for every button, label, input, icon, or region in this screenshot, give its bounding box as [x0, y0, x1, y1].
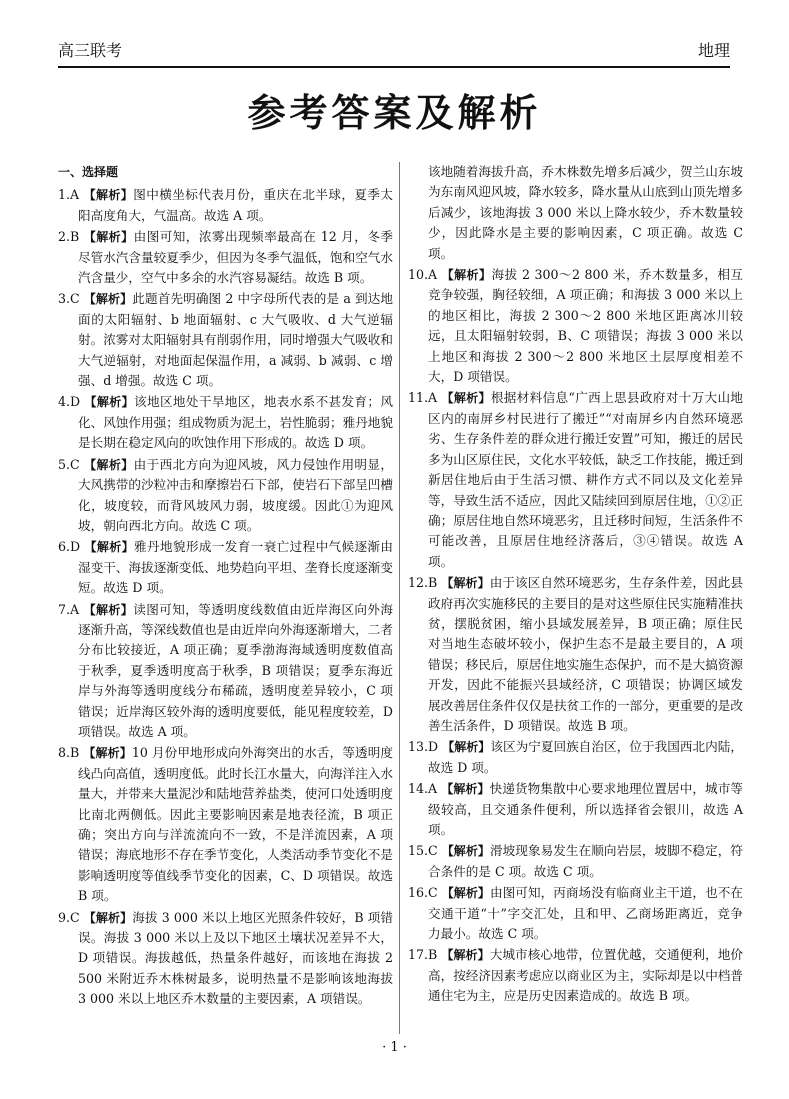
analysis-text: 根据材料信息“广西上思县政府对十万大山地区内的南屏乡村民进行了搬迁”“对南屏乡内自然环境恶劣、生存条件差的群众进行搬迁安置”可知，搬迁的居民多为山区原住民，文化水平较低，缺乏工作技能，搬迁到新居住地后由于生活习惯、耕作方式不同以及文化差异等，导致生活不适应，因此又陆续回到原居住地，①②正确；原居住地自然环境恶劣，且迁移时间短，生活条件不可能改善，且原居住地经济落后，③④错误。故选 A 项。 — [428, 390, 743, 569]
analysis-tag: 【解析】 — [83, 602, 134, 617]
item-number: 6. — [58, 539, 71, 555]
item-answer: B — [70, 229, 80, 245]
item-number: 3. — [58, 291, 71, 307]
item-number: 11. — [408, 390, 429, 406]
answer-item — [58, 743, 393, 906]
analysis-tag: 【解析】 — [442, 740, 491, 755]
item-answer: A — [428, 267, 438, 283]
analysis-tag: 【解析】 — [84, 540, 135, 555]
answer-item — [58, 289, 393, 391]
analysis-tag: 【解析】 — [84, 457, 134, 472]
analysis-text: 读图可知，等透明度线数值由近岸海区向外海逐渐升高，等深线数值也是由近岸向外海逐渐增大，二者分布比较接近，A 项正确；夏季渤海海域透明度数值高于秋季，夏季透明度高于秋季，B 项错误；夏季东海近岸与外海等透明度线分布稀疏，透明度差异较小，C 项错误；近岸海区较外海的透明度要低，能见程度较差，D 项错误。故选 A 项。 — [78, 601, 393, 739]
page-header — [58, 40, 730, 62]
analysis-text: 由于该区自然环境恶劣，生存条件差，因此县政府再次实施移民的主要目的是对这些原住民实施精准扶贫，摆脱贫困，缩小县域发展差异，B 项正确；原住民对当地生态破坏较小，保护生态不是最主要目的，A 项错误；移民后，原居住地实施生态保护，而不是大搞资源开发，因此不能振兴县域经济，C 项错误；协调区域发展改善居住条件仅仅是扶贫工作的一部分，更重要的是改善生活条件，D 项错误。故选 B 项。 — [428, 575, 743, 733]
answer-item — [58, 908, 393, 1010]
answer-item — [408, 779, 743, 840]
analysis-tag: 【解析】 — [441, 844, 490, 859]
analysis-tag: 【解析】 — [441, 886, 490, 901]
item-number: 15. — [408, 843, 429, 859]
item-number: 16. — [408, 885, 429, 901]
answer-item — [408, 388, 743, 572]
answer-item — [58, 185, 393, 226]
analysis-text: 10 月份甲地形成向外海突出的水舌，等透明度线凸向高值，透明度低。此时长江水量大，向海洋注入水量大，并带来大量泥沙和陆地营养盐类，使河口处透明度比南北两侧低。因此主要影响因素是地表径流，B 项正确；突出方向与洋流流向不一致，不是洋流因素，A 项错误；海底地形不存在季节变化，人类活动季节变化不是影响透明度等值线季节变化的因素，C、D 项错误。故选 B 项。 — [78, 745, 393, 904]
item-number: 5. — [58, 456, 71, 472]
item-number: 7. — [58, 601, 71, 617]
analysis-tag: 【解析】 — [441, 782, 490, 797]
answer-item — [408, 883, 743, 944]
item-answer: C — [428, 885, 438, 901]
analysis-tag: 【解析】 — [441, 576, 490, 591]
item-number: 17. — [408, 947, 429, 963]
analysis-tag: 【解析】 — [83, 230, 134, 245]
answer-item — [408, 265, 743, 387]
answer-item — [58, 600, 393, 743]
item-answer: C — [70, 456, 80, 472]
analysis-text: 海拔 2 300～2 800 米，乔木数量多，相互竞争较强，胸径较细，A 项正确；和海拔 3 000 米以上的地区相比，海拔 2 300～2 800 米地区距离冰川较远，且太阳辐射较弱，B、C 项错误；海拔 3 000 米以上地区和海拔 2 300～2 800 米地区土层厚度相差不大，D 项错误。 — [428, 267, 743, 385]
analysis-text: 由于西北方向为迎风坡，风力侵蚀作用明显，大风携带的沙粒冲击和摩擦岩石下部，使岩石下部呈凹槽化，坡度较，而背风坡风力弱，坡度缓。因此①为迎风坡，朝向西北方向。故选 C 项。 — [78, 456, 393, 533]
analysis-tag: 【解析】 — [83, 910, 133, 925]
analysis-tag: 【解析】 — [441, 391, 491, 406]
analysis-tag: 【解析】 — [441, 268, 492, 283]
item-9-continuation: 该地随着海拔升高，乔木株数先增多后减少，贺兰山东坡为东南风迎风坡，降水较多，降水量从山底到山顶先增多后减少，该地海拔 3 000 米以上降水较少，乔木数量较少，因此降水是主要的影响因素，C 项正确。故选 C 项。 — [428, 164, 743, 261]
analysis-text: 大城市核心地带，位置优越，交通便利，地价高，按经济因素考虑应以商业区为主，实际却是以中档普通住宅为主，应是历史因素造成的。故选 B 项。 — [428, 947, 743, 1004]
answer-item — [408, 945, 743, 1006]
analysis-text: 此题首先明确图 2 中字母所代表的是 a 到达地面的太阳辐射、b 地面辐射、c 大气吸收、d 大气逆辐射。浓雾对太阳辐射具有削弱作用，同时增强大气吸收和大气逆辐射，对地面起保温作用，a 减弱、b 减弱、c 增强、d 增强。故选 C 项。 — [78, 291, 393, 389]
answer-item — [58, 227, 393, 288]
analysis-text: 雅丹地貌形成一发育一衰亡过程中气候逐渐由湿变干、海拔逐渐变低、地势趋向平坦、垄脊长度逐渐变短。故选 D 项。 — [78, 539, 393, 596]
page-number: · 1 · — [382, 1040, 407, 1055]
item-answer: A — [428, 390, 438, 406]
item-number: 10. — [408, 267, 429, 283]
answer-item — [408, 737, 743, 778]
item-answer: B — [70, 745, 80, 761]
analysis-text: 由图可知，丙商场没有临商业主干道，也不在交通干道“十”字交汇处，且和甲、乙商场距离近，竞争力最小。故选 C 项。 — [428, 885, 743, 942]
header-rule — [58, 66, 730, 68]
answer-item — [58, 537, 393, 598]
item-number: 8. — [58, 745, 71, 761]
analysis-text: 该地区地处干旱地区，地表水系不甚发育；风化、风蚀作用强；组成物质为泥土，岩性脆弱；雅丹地貌是长期在稳定风向的吹蚀作用下形成的。故选 D 项。 — [78, 394, 393, 451]
item-answer: B — [428, 575, 438, 591]
item-number: 4. — [58, 394, 71, 410]
answer-item — [58, 392, 393, 453]
answer-item — [58, 455, 393, 537]
left-column — [58, 162, 393, 1011]
analysis-tag: 【解析】 — [441, 948, 490, 963]
item-answer: C — [70, 909, 80, 925]
right-column — [408, 162, 743, 1008]
column-divider — [399, 162, 400, 1034]
analysis-text: 快递货物集散中心要求地理位置居中，城市等级较高，且交通条件便利，所以选择省会银川，故选 A 项。 — [428, 781, 743, 837]
header-exam-name: 高三联考 — [58, 41, 123, 60]
analysis-text: 海拔 3 000 米以上地区光照条件较好，B 项错误。海拔 3 000 米以上及以下地区土壤状况差异不大，D 项错误。海拔越低，热量条件越好，而该地在海拔 2 500 米附近乔木株树最多，说明热量不是影响该地海拔 3 000 米以上地区乔木数量的主要因素，A 项错误。 — [78, 909, 393, 1007]
page-title: 参考答案及解析 — [247, 91, 542, 135]
analysis-tag: 【解析】 — [83, 292, 133, 307]
item-number: 1. — [58, 187, 71, 203]
item-number: 13. — [408, 739, 429, 755]
analysis-tag: 【解析】 — [84, 395, 135, 410]
item-answer: B — [428, 947, 438, 963]
item-answer: A — [428, 781, 438, 797]
item-answer: A — [70, 187, 80, 203]
item-number: 12. — [408, 575, 429, 591]
analysis-tag: 【解析】 — [83, 188, 134, 203]
answer-item — [408, 573, 743, 736]
analysis-text: 由图可知，浓雾出现频率最高在 12 月，冬季尽管水汽含量较夏季少，但因为冬季气温低，饱和空气水汽含量少，空气中多余的水汽容易凝结。故选 B 项。 — [78, 229, 393, 286]
item-answer: D — [428, 739, 439, 755]
item-number: 9. — [58, 909, 71, 925]
analysis-tag: 【解析】 — [83, 746, 132, 761]
section-title: 一、选择题 — [58, 165, 119, 179]
item-answer: C — [70, 291, 80, 307]
analysis-text: 图中横坐标代表月份，重庆在北半球，夏季太阳高度角大，气温高。故选 A 项。 — [78, 187, 393, 223]
item-number: 2. — [58, 229, 71, 245]
analysis-text: 滑坡现象易发生在顺向岩层，坡脚不稳定，符合条件的是 C 项。故选 C 项。 — [428, 843, 743, 879]
item-number: 14. — [408, 781, 429, 797]
item-answer: D — [70, 539, 81, 555]
header-subject: 地理 — [697, 41, 730, 60]
analysis-text: 该区为宁夏回族自治区，位于我国西北内陆，故选 D 项。 — [428, 739, 743, 775]
item-answer: C — [428, 843, 438, 859]
item-answer: A — [70, 601, 80, 617]
answer-item — [408, 841, 743, 882]
item-answer: D — [70, 394, 81, 410]
